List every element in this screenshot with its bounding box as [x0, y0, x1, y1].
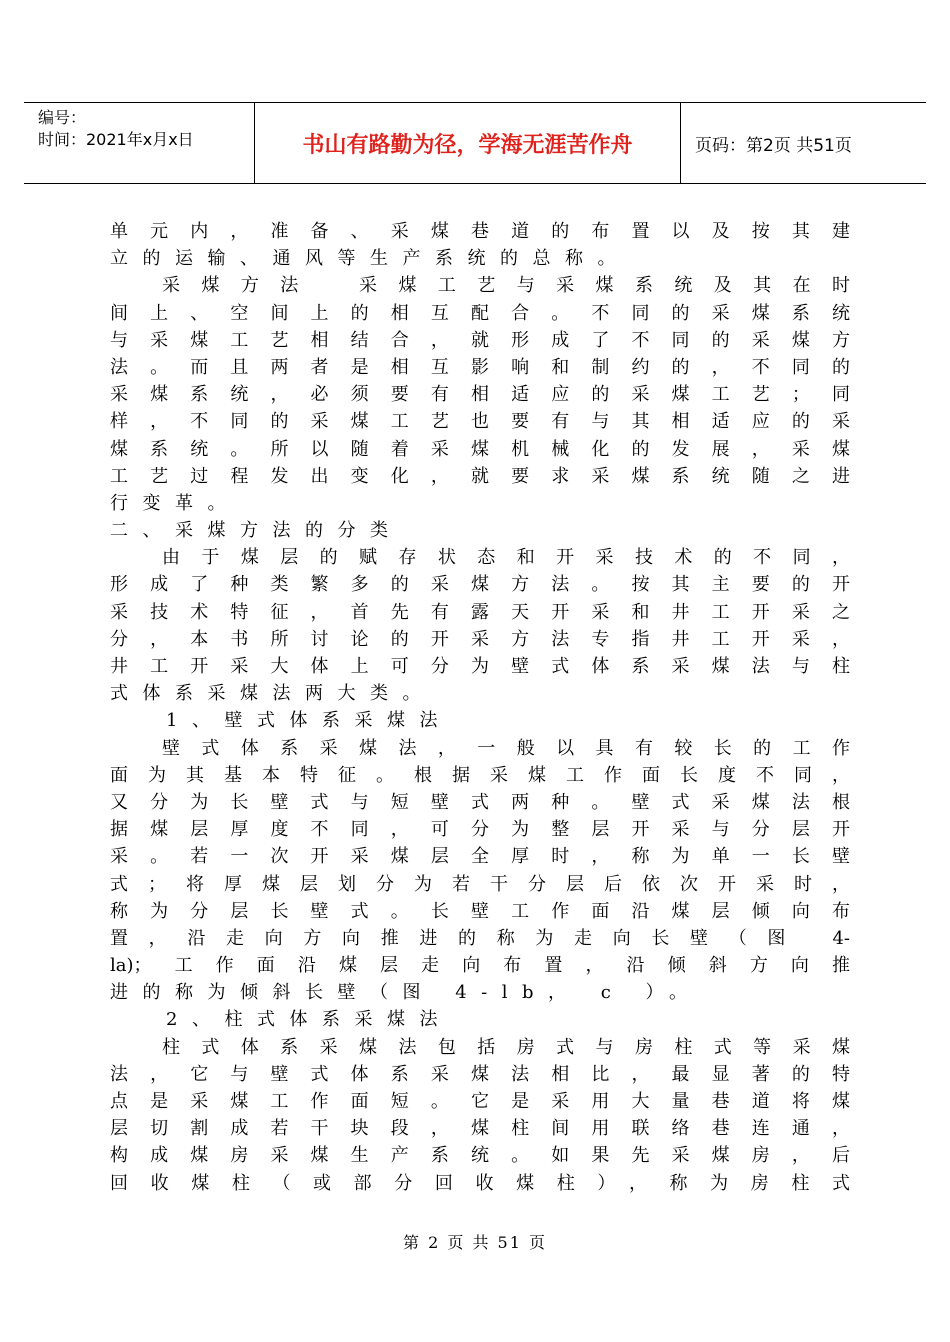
text-line: 式；将厚煤层划分为若干分层后依次开采时， [110, 873, 850, 895]
text-line: 行变革。 [110, 492, 240, 514]
document-number-label: 编号： [38, 108, 87, 127]
header-page-info: 页码：第2页 共51页 [695, 135, 852, 156]
text-line: 采煤系统，必须要有相适应的采煤工艺；同 [110, 384, 850, 406]
text-line: 煤系统。所以随着采煤机械化的发展，采煤 [110, 438, 850, 460]
text-line: 柱式体系采煤法包括房式与房柱式等采煤 [162, 1036, 850, 1058]
text-line: 式体系采煤法两大类。 [110, 683, 435, 705]
text-line: 壁式体系采煤法，一般以具有较长的工作 [162, 737, 850, 759]
text-line: 点是采煤工作面短。它是采用大量巷道将煤 [110, 1091, 850, 1112]
text-line: 立的运输、通风等生产系统的总称。 [110, 248, 630, 270]
text-line: 间上、空间上的相互配合。不同的采煤系统 [110, 302, 850, 324]
text-line: 由于煤层的赋存状态和开采技术的不同， [162, 547, 850, 569]
header-meta [24, 103, 254, 183]
header-motto: 书山有路勤为径，学海无涯苦作舟 [254, 103, 681, 183]
document-time-label: 时间：2021年x月x日 [38, 130, 194, 149]
page-footer: 第 2 页 共 51 页 [403, 1233, 547, 1252]
text-line: 层切割成若干块段，煤柱间用联络巷连通， [110, 1118, 850, 1140]
text-line: 2、柱式体系采煤法 [166, 1009, 452, 1031]
text-line: 样，不同的采煤工艺也要有与其相适应的采 [110, 411, 850, 433]
text-line: 构成煤房采煤生产系统。如果先采煤房，后 [110, 1145, 850, 1167]
text-line: 面为其基本特征。根据采煤工作面长度不同， [110, 764, 850, 786]
text-line: 二、采煤方法的分类 [110, 520, 403, 542]
text-line: 采技术特征，首先有露天开采和井工开采之 [110, 601, 850, 623]
text-line: 法，它与壁式体系采煤法相比，最显著的特 [110, 1063, 850, 1085]
text-line: 工艺过程发出变化，就要求采煤系统随之进 [110, 465, 850, 487]
text-line: 1、壁式体系采煤法 [166, 710, 452, 732]
text-line: 采煤方法 采煤工艺与采煤系统及其在时 [162, 275, 850, 297]
text-line: 采。若一次开采煤层全厚时，称为单一长壁 [110, 846, 850, 868]
text-line: 分，本书所讨论的开采方法专指井工开采， [110, 628, 850, 650]
text-line: 回收煤柱（或部分回收煤柱），称为房柱式 [110, 1172, 850, 1194]
text-line: 进的称为倾斜长壁（图 4-lb， c ）。 [110, 982, 702, 1004]
document-body [110, 218, 850, 1197]
text-line: 置，沿走向方向推进的称为走向长壁（图 4- [110, 927, 850, 949]
text-line: la)；工作面沿煤层走向布置，沿倾斜方向推 [110, 955, 850, 977]
text-line: 形成了种类繁多的采煤方法。按其主要的开 [110, 574, 850, 596]
text-line: 与采煤工艺相结合，就形成了不同的采煤方 [110, 329, 850, 351]
text-line: 据煤层厚度不同，可分为整层开采与分层开 [110, 819, 850, 841]
text-line: 法。而且两者是相互影响和制约的，不同的 [110, 356, 850, 378]
text-line: 井工开采大体上可分为壁式体系采煤法与柱 [110, 656, 850, 677]
text-line: 又分为长壁式与短壁式两种。壁式采煤法根 [110, 791, 850, 813]
page-header [24, 102, 926, 184]
text-line: 单元内，准备、采煤巷道的布置以及按其建 [110, 221, 850, 242]
text-line: 称为分层长壁式。长壁工作面沿煤层倾向布 [110, 900, 850, 922]
